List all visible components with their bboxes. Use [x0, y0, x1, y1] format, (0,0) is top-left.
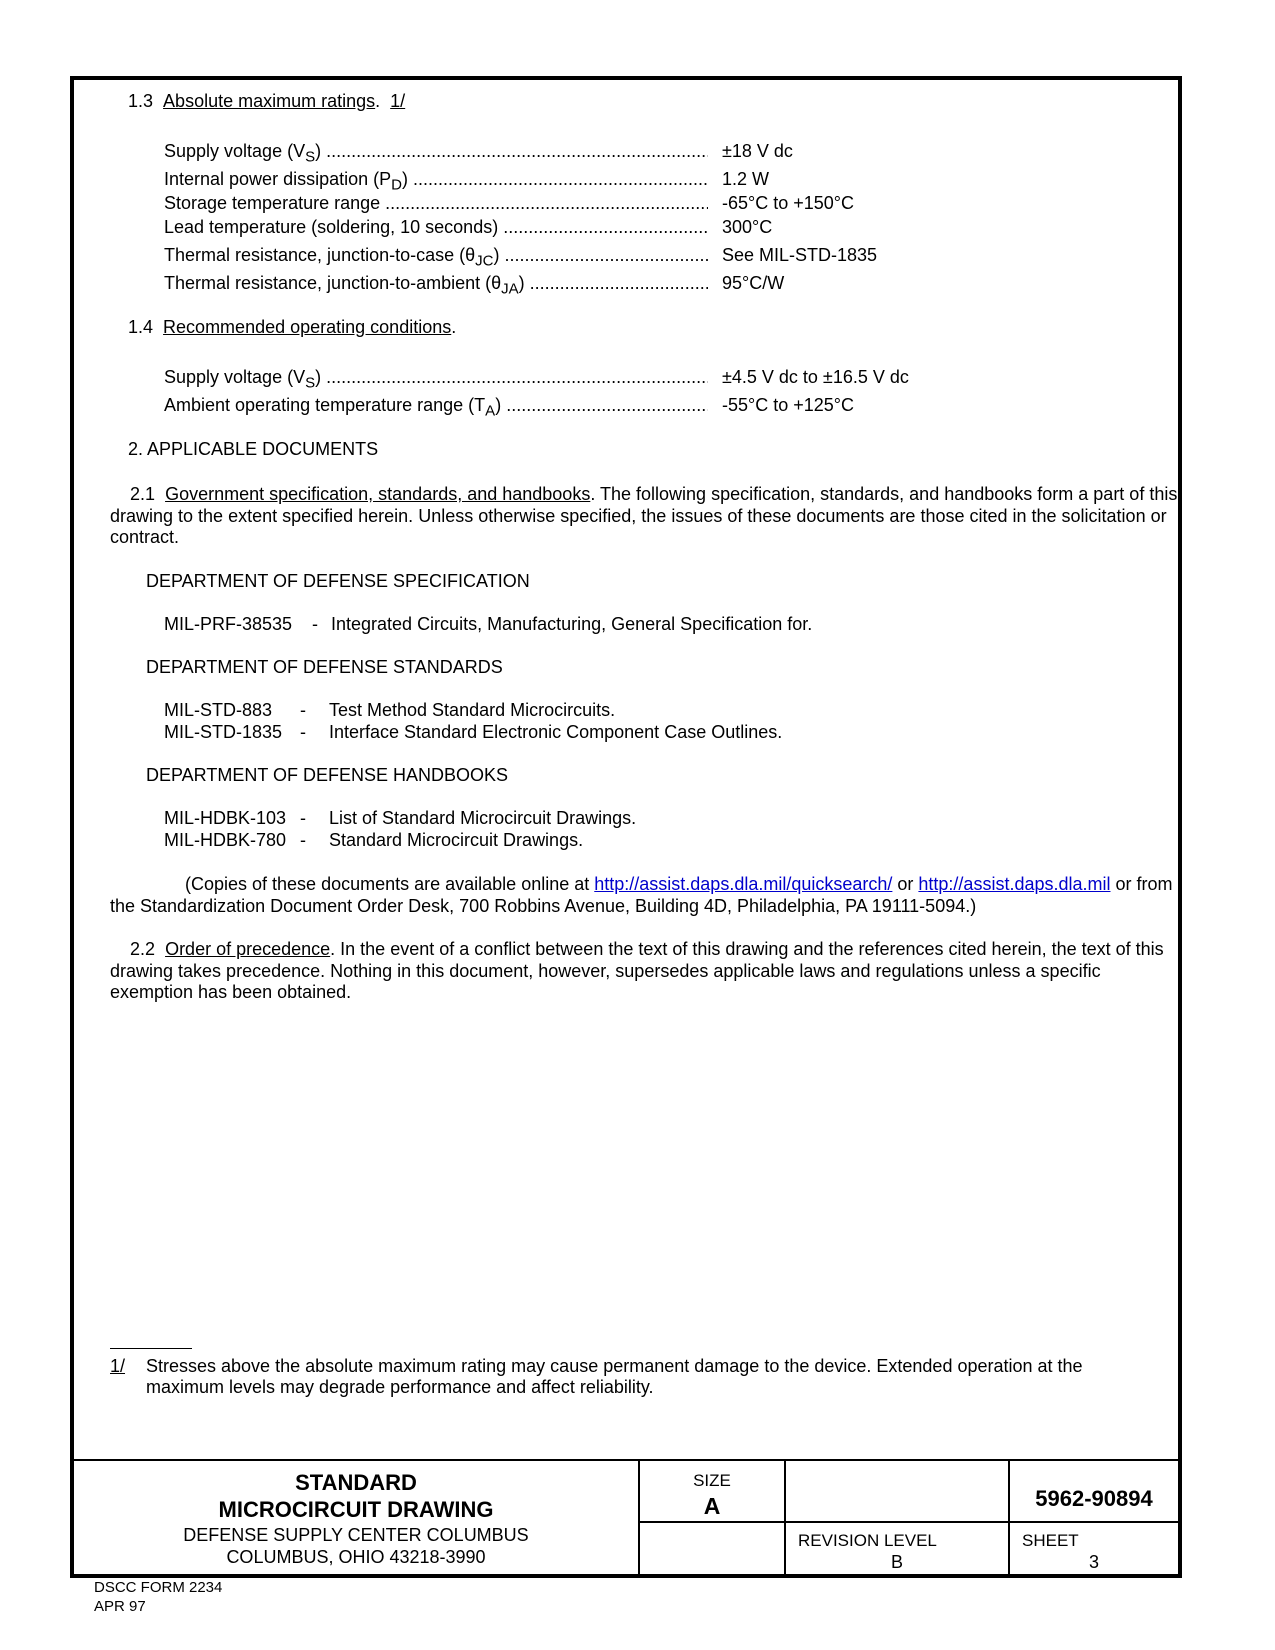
copies-suffix: or from the Standardization Document Order Desk, 700 Robbins Avenue, Building 4D, Philadelphia, PA 19111-5094.) [110, 874, 1173, 916]
size-label: SIZE [693, 1471, 731, 1490]
rating-tail: ) [315, 141, 322, 161]
section-title: Recommended operating conditions [163, 317, 452, 337]
rating-value: See MIL-STD-1835 [722, 245, 878, 265]
copies-paragraph [110, 874, 1180, 917]
title-address: COLUMBUS, OHIO 43218-3990 [226, 1547, 486, 1567]
section-2-1-paragraph [110, 484, 1180, 549]
form-number: DSCC FORM 2234 [94, 1579, 223, 1596]
rating-label [164, 192, 708, 214]
title-microcircuit-drawing: MICROCIRCUIT DRAWING [218, 1497, 494, 1522]
footnote-line-1: Stresses above the absolute maximum rating may cause permanent damage to the device. Extended operation at the [146, 1356, 1083, 1376]
rating-label [164, 140, 708, 169]
handbook-id: MIL-HDBK-103 [164, 808, 287, 828]
condition-label [164, 366, 708, 395]
rating-text: Thermal resistance, junction-to-ambient (θ [164, 273, 502, 293]
title-block-mid-rule [638, 1521, 1178, 1523]
rating-text: Thermal resistance, junction-to-case (θ [164, 245, 476, 265]
handbook-id: MIL-HDBK-780 [164, 830, 287, 850]
section-number: 2.2 [130, 939, 156, 959]
standard-id: MIL-STD-1835 [164, 722, 283, 742]
section-title: Order of precedence [165, 939, 331, 959]
handbook-desc: Standard Microcircuit Drawings. [329, 830, 584, 850]
condition-label [164, 394, 708, 423]
condition-text: Supply voltage (V [164, 367, 306, 387]
title-suffix: . [451, 317, 457, 337]
copies-mid: or [892, 874, 919, 894]
title-agency: DEFENSE SUPPLY CENTER COLUMBUS [183, 1525, 529, 1545]
section-2-heading: 2. APPLICABLE DOCUMENTS [128, 439, 379, 459]
rating-text: Supply voltage (V [164, 141, 306, 161]
rating-value: -65°C to +150°C [722, 193, 854, 213]
subscript: D [391, 176, 402, 194]
rating-value: 95°C/W [722, 273, 785, 293]
standard-id: MIL-STD-883 [164, 700, 273, 720]
section-2-2-paragraph [110, 939, 1180, 1004]
footnote-line-2: maximum levels may degrade performance and affect reliability. [146, 1377, 654, 1397]
standards-heading: DEPARTMENT OF DEFENSE STANDARDS [146, 657, 503, 677]
copies-prefix: (Copies of these documents are available online at [185, 874, 595, 894]
section-1-3-heading [128, 90, 405, 112]
footnote-rule [110, 1348, 192, 1349]
condition-value: -55°C to +125°C [722, 395, 854, 415]
title-suffix: . [375, 91, 381, 111]
sheet-value: 3 [1088, 1552, 1099, 1572]
revision-value: B [890, 1552, 903, 1572]
spec-dash: - [312, 614, 318, 634]
condition-tail: ) [495, 395, 502, 415]
standard-desc: Test Method Standard Microcircuits. [329, 700, 616, 720]
spec-id: MIL-PRF-38535 [164, 614, 293, 634]
footnote-ref: 1/ [390, 91, 406, 111]
rating-text: Storage temperature range [164, 193, 381, 213]
form-date: APR 97 [94, 1598, 146, 1615]
section-number: 2.1 [130, 484, 156, 504]
subscript: S [305, 374, 316, 392]
footnote-ref: 1/ [110, 1356, 126, 1376]
section-1-4-heading [128, 316, 456, 338]
quicksearch-link[interactable]: http://assist.daps.dla.mil/quicksearch/ [594, 874, 893, 894]
subscript: JC [475, 252, 494, 270]
revision-label: REVISION LEVEL [798, 1531, 937, 1550]
section-title: Government specification, standards, and handbooks [165, 484, 591, 504]
rating-label [164, 272, 708, 301]
rating-label [164, 216, 708, 238]
section-number: 1.4 [128, 317, 154, 337]
assist-link[interactable]: http://assist.daps.dla.mil [918, 874, 1111, 894]
drawing-number: 5962-90894 [1035, 1486, 1153, 1511]
standard-dash: - [300, 700, 306, 720]
spec-heading: DEPARTMENT OF DEFENSE SPECIFICATION [146, 571, 530, 591]
rating-value: 300°C [722, 217, 773, 237]
rating-tail: ) [401, 169, 408, 189]
section-text: . In the event of a conflict between the text of this drawing and the references cited herein, the text of this drawing takes precedence. Nothing in this document, however, supersedes applicable laws and regulations unless a specific exemption has been obtained. [110, 939, 1164, 1002]
standard-dash: - [300, 722, 306, 742]
rating-text: Lead temperature (soldering, 10 seconds) [164, 217, 499, 237]
title-standard: STANDARD [295, 1470, 417, 1495]
rating-label [164, 244, 708, 273]
size-value: A [703, 1493, 721, 1519]
rating-value: 1.2 W [722, 169, 770, 189]
section-number: 1.3 [128, 91, 154, 111]
section-title: Absolute maximum ratings [163, 91, 376, 111]
subscript: S [305, 148, 316, 166]
section-text: . The following specification, standards, and handbooks form a part of this drawing to the extent specified herein. Unless otherwise specified, the issues of these documents are those cited in the solicitation or contract. [110, 484, 1178, 547]
title-block-top-rule [74, 1459, 1178, 1461]
rating-tail: ) [518, 273, 525, 293]
handbooks-heading: DEPARTMENT OF DEFENSE HANDBOOKS [146, 765, 509, 785]
condition-text: Ambient operating temperature range (T [164, 395, 486, 415]
standard-desc: Interface Standard Electronic Component Case Outlines. [329, 722, 783, 742]
spec-desc: Integrated Circuits, Manufacturing, General Specification for. [331, 614, 813, 634]
rating-text: Internal power dissipation (P [164, 169, 392, 189]
handbook-dash: - [300, 830, 306, 850]
rating-value: ±18 V dc [722, 141, 793, 161]
rating-tail: ) [493, 245, 500, 265]
sheet-label: SHEET [1022, 1531, 1079, 1550]
condition-value: ±4.5 V dc to ±16.5 V dc [722, 367, 909, 387]
handbook-desc: List of Standard Microcircuit Drawings. [329, 808, 637, 828]
handbook-dash: - [300, 808, 306, 828]
subscript: A [485, 402, 496, 420]
condition-tail: ) [315, 367, 322, 387]
subscript: JA [501, 280, 519, 298]
